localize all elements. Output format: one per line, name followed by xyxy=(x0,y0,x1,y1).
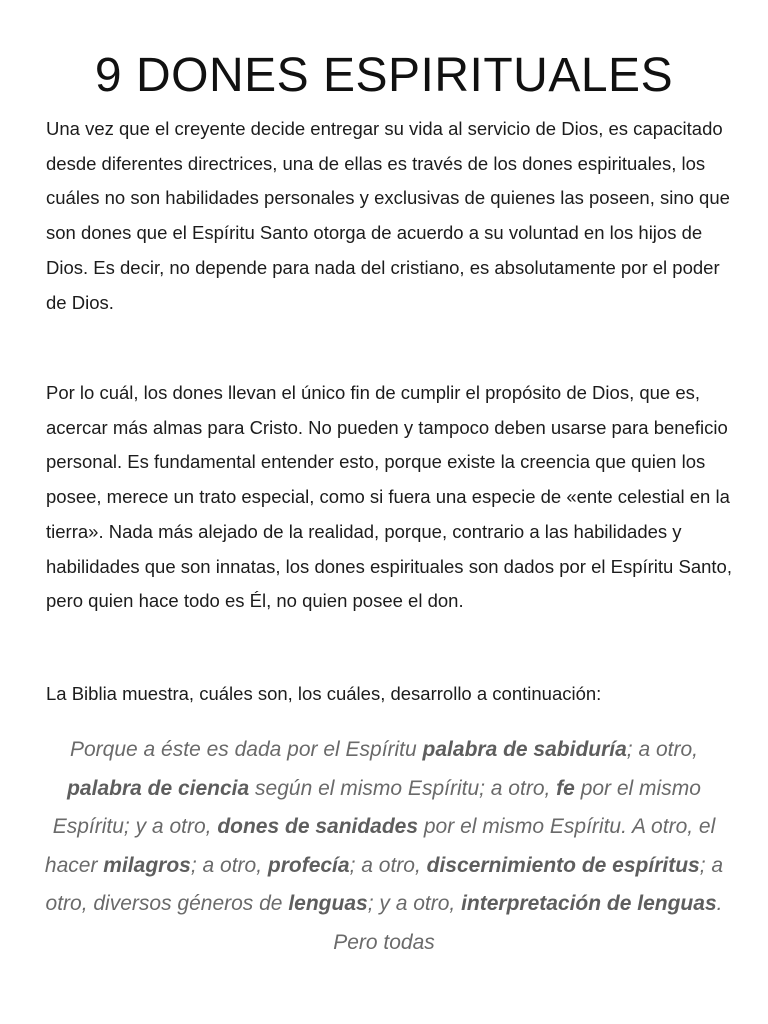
quote-text: ; a otro, xyxy=(349,853,427,877)
quote-gift-wisdom: palabra de sabiduría xyxy=(422,738,627,761)
quote-gift-prophecy: profecía xyxy=(267,853,350,877)
quote-text: ; y a otro, xyxy=(367,892,462,915)
paragraph-list-intro: La Biblia muestra, cuáles son, los cuáles, desarrollo a continuación: xyxy=(46,683,602,704)
quote-gift-interpretation: interpretación de lenguas xyxy=(461,892,717,915)
quote-text: por el mismo Espíritu. A otro, el hacer xyxy=(44,815,716,877)
quote-gift-discernment: discernimiento de espíritus xyxy=(426,853,700,877)
paragraph-purpose: Por lo cuál, los dones llevan el único fin de cumplir el propósito de Dios, que es, acercar más almas para Cristo. No pueden y tampoco deben usarse para beneficio personal. Es fundamental entender esto, porque existe la creencia que quien los posee, merece un trato especial, como si fuera una especie de «ente celestial en la tierra». Nada más alejado de la realidad, porque, contrario a las habilidades y habilidades que son innatas, los dones espirituales son dados por el Espíritu Santo, pero quien hace todo es Él, no quien posee el don. xyxy=(46,382,732,612)
quote-text: ; a otro, xyxy=(626,738,698,761)
quote-text: según el mismo Espíritu; a otro, xyxy=(249,776,557,800)
quote-gift-knowledge: palabra de ciencia xyxy=(67,776,250,800)
quote-gift-healing: dones de sanidades xyxy=(217,815,419,838)
page-title: 9 DONES ESPIRITUALES xyxy=(94,49,674,102)
quote-text: por el mismo Espíritu; y a otro, xyxy=(52,776,701,838)
quote-text: . Pero todas xyxy=(333,892,723,954)
quote-text: ; a otro, xyxy=(190,853,268,877)
quote-gift-tongues: lenguas xyxy=(288,892,368,915)
quote-text: ; a otro, diversos géneros de xyxy=(45,853,724,915)
quote-gift-miracles: milagros xyxy=(103,853,191,877)
quote-gift-faith: fe xyxy=(556,776,575,800)
quote-text: Porque a éste es dada por el Espíritu xyxy=(69,738,423,761)
bible-quote xyxy=(40,731,728,962)
paragraph-intro: Una vez que el creyente decide entregar su vida al servicio de Dios, es capacitado desde diferentes directrices, una de ellas es través de los dones espirituales, los cuáles no son habilidades personales y exclusivas de quienes las poseen, sino que son dones que el Espíritu Santo otorga de acuerdo a su voluntad en los hijos de Dios. Es decir, no depende para nada del cristiano, es absolutamente por el poder de Dios. xyxy=(46,118,730,313)
